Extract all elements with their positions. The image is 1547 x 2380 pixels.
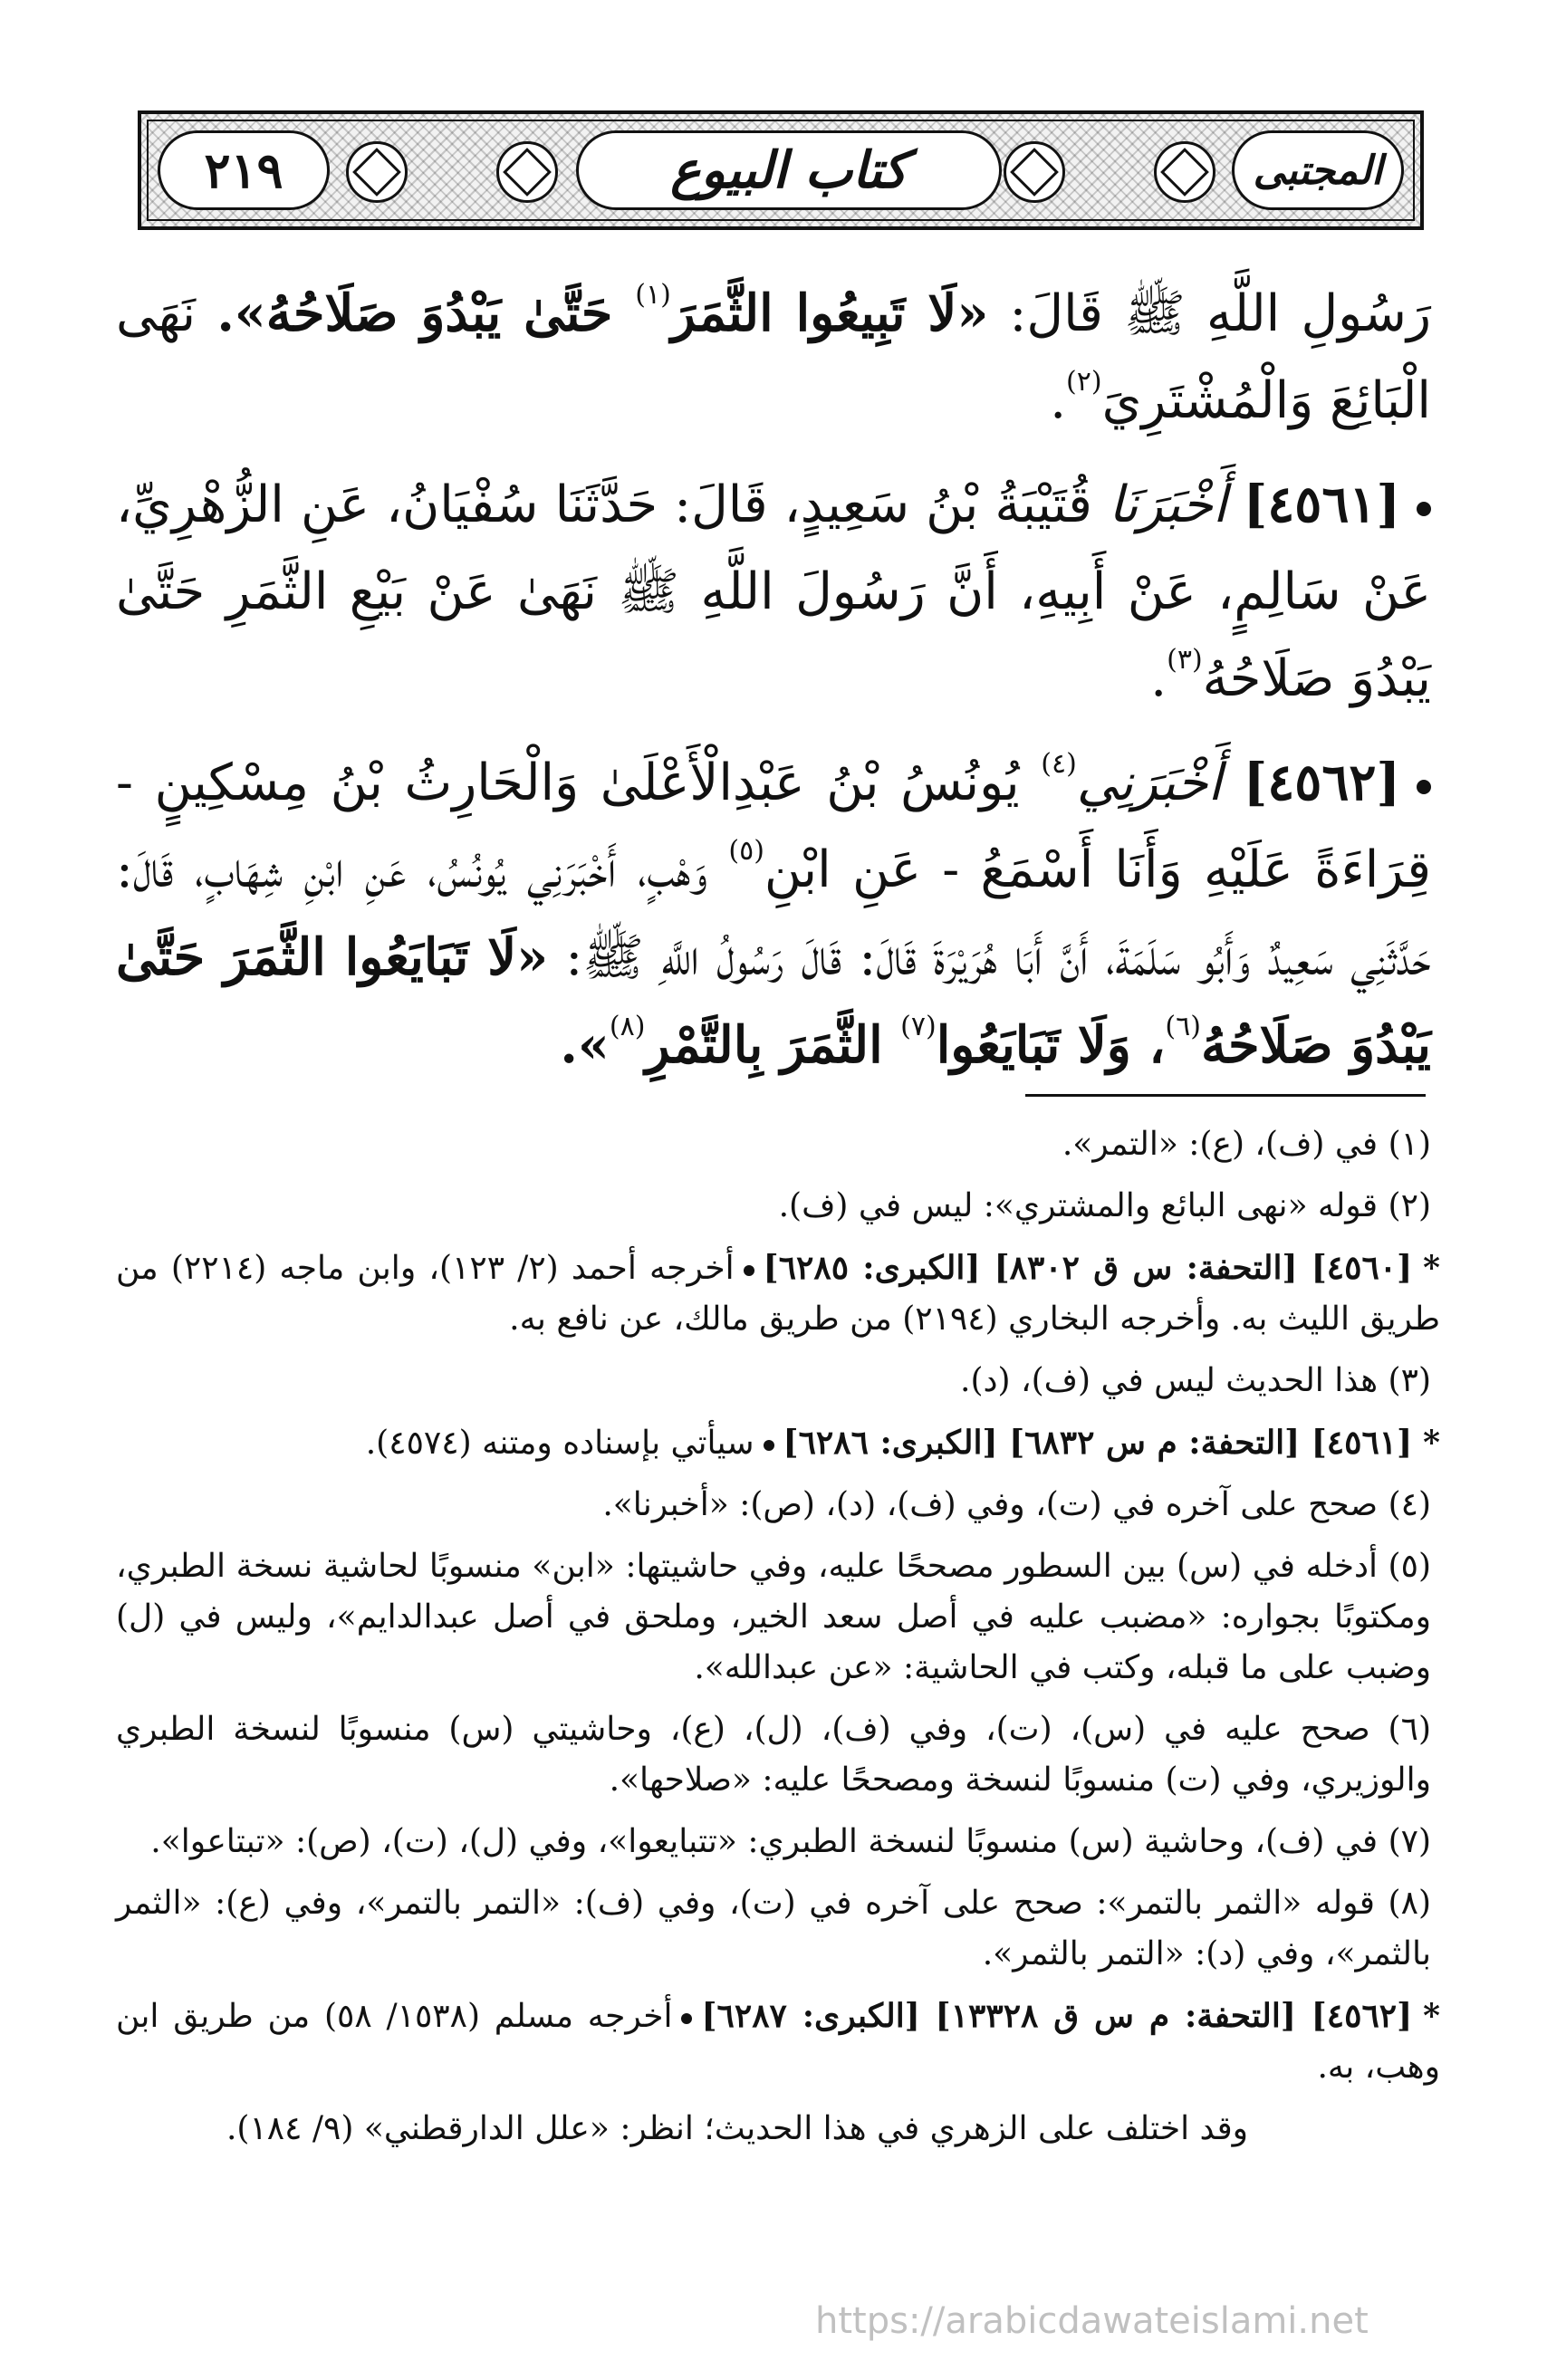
footnote: (١) في (ف)، (ع): «التمر».: [1062, 1126, 1431, 1163]
footnote: (٢) قوله «نهى البائع والمشتري»: ليس في (ف).: [778, 1187, 1431, 1224]
footnote: (٨) قوله «الثمر بالتمر»: صحح على آخره في (ت)، وفي (ف): «التمر بالتمر»، وفي (ع): «الثمر بالثمر»، وفي (د): «التمر بالثمر».: [116, 1885, 1431, 1972]
footnote: (٣) هذا الحديث ليس في (ف)، (د).: [960, 1362, 1431, 1399]
takhrij-4562: *[٤٥٦٢] [التحفة: م س ق ١٣٣٢٨] [الكبرى: ٦٢٨٧]أخرجه مسلم (١٥٣٨/ ٥٨) من طريق ابن وهب، به.: [116, 1997, 1440, 2086]
bullet-icon: [1417, 502, 1431, 516]
chapter-title: كتاب البيوع: [670, 140, 908, 200]
hadith-continuation: رَسُولِ اللَّهِ ﷺ قَالَ: «لَا تَبِيعُوا الثَّمَرَ$^{(١)}$ حَتَّىٰ يَبْدُوَ صَلَاحُهُ». نَهَى الْبَائِعَ وَالْمُشْتَرِيَ$^{(٢)}$.: [116, 279, 1432, 430]
hadith-4561: [٤٥٦١] أَخْبَرَنَا قُتَيْبَةُ بْنُ سَعِيدٍ، قَالَ: حَدَّثَنَا سُفْيَانُ، عَنِ الزُّهْرِيِّ، عَنْ سَالِمٍ، عَنْ أَبِيهِ، أَنَّ رَسُولَ اللَّهِ ﷺ نَهَىٰ عَنْ بَيْعِ الثَّمَرِ حَتَّىٰ يَبْدُوَ صَلَاحُهُ$^{(٣)}$.: [116, 475, 1431, 708]
footnote: (٥) أدخله في (س) بين السطور مصححًا عليه، وفي حاشيتها: «ابن» منسوبًا لحاشية نسخة الطبري، ومكتوبًا بجواره: «مضبب عليه في أصل سعد الخير، وملحق في أصل عبدالدايم»، وليس في (ل) وضبب على ما قبله، وكتب في الحاشية: «عن عبدالله».: [116, 1548, 1431, 1686]
ornament-icon: [1154, 141, 1216, 203]
main-text: [116, 270, 1431, 1106]
book-name-cartouche: [1232, 130, 1404, 210]
book-name: المجتبى: [1253, 147, 1383, 194]
page-number: ٢١٩: [204, 141, 283, 199]
dot-icon: [764, 1440, 774, 1451]
chapter-title-cartouche: [576, 130, 1002, 210]
dot-icon: [744, 1265, 754, 1276]
ornament-icon: [346, 141, 408, 203]
page-number-cartouche: [158, 130, 330, 210]
dot-icon: [681, 2013, 692, 2024]
footnote: (٦) صحح عليه في (س)، (ت)، وفي (ف)، (ل)، (ع)، وحاشيتي (س) منسوبًا لنسخة الطبري والوزيري، وفي (ت) منسوبًا لنسخة ومصححًا عليه: «صلاحها».: [116, 1711, 1431, 1799]
bullet-icon: [1417, 780, 1431, 794]
footnote: (٧) في (ف)، وحاشية (س) منسوبًا لنسخة الطبري: «تتبايعوا»، وفي (ل)، (ت)، (ص): «تبتاعوا».: [150, 1823, 1431, 1860]
takhrij-4560: *[٤٥٦٠] [التحفة: س ق ٨٣٠٢] [الكبرى: ٦٢٨٥]أخرجه أحمد (٢/ ١٢٣)، وابن ماجه (٢٢١٤) من طريق الليث به. وأخرجه البخاري (٢١٩٤) من طريق مالك، عن نافع به.: [116, 1249, 1440, 1338]
ornament-icon: [1004, 141, 1065, 203]
footnotes: [116, 1119, 1440, 2165]
footnote: (٤) صحح على آخره في (ت)، وفي (ف)، (د)، (ص): «أخبرنا».: [602, 1486, 1431, 1523]
hadith-4562: [٤٥٦٢] أَخْبَرَنِي$^{(٤)}$ يُونُسُ بْنُ عَبْدِالْأَعْلَىٰ وَالْحَارِثُ بْنُ مِسْكِينٍ - قِرَاءَةً عَلَيْهِ وَأَنَا أَسْمَعُ - عَنِ ابْنِ$^{(٥)}$ وَهْبٍ، أَخْبَرَنِي يُونُسُ، عَنِ ابْنِ شِهَابٍ، قَالَ: حَدَّثَنِي سَعِيدٌ وَأَبُو سَلَمَةَ، أَنَّ أَبَا هُرَيْرَةَ قَالَ: قَالَ رَسُولُ اللَّهِ ﷺ: «لَا تَبَايَعُوا الثَّمَرَ حَتَّىٰ يَبْدُوَ صَلَاحُهُ$^{(٦)}$، وَلَا تَبَايَعُوا$^{(٧)}$ الثَّمَرَ بِالتَّمْرِ$^{(٨)}$».: [116, 748, 1432, 1075]
page-header: [138, 110, 1424, 230]
footnote-divider: [1025, 1094, 1426, 1097]
takhrij-4561: *[٤٥٦١] [التحفة: م س ٦٨٣٢] [الكبرى: ٦٢٨٦]سيأتي بإسناده ومتنه (٤٥٧٤).: [365, 1424, 1440, 1462]
ornament-icon: [496, 141, 558, 203]
watermark: https://arabicdawateislami.net: [815, 2300, 1369, 2342]
footnote: وقد اختلف على الزهري في هذا الحديث؛ انظر: «علل الدارقطني» (٩/ ١٨٤).: [226, 2110, 1249, 2147]
